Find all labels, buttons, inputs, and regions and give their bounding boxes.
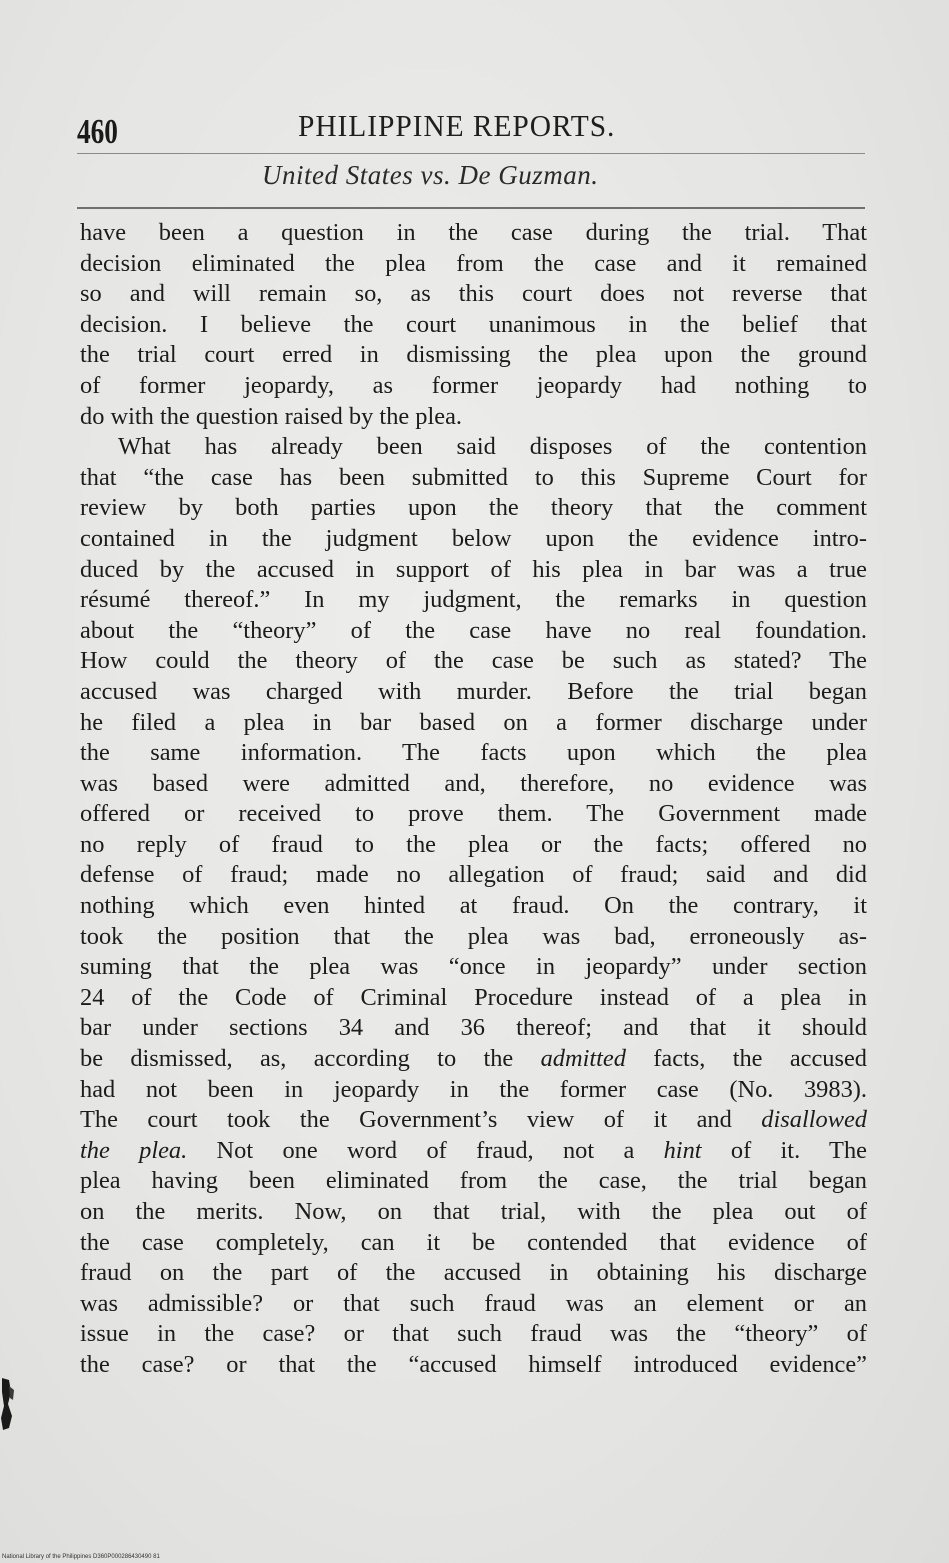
text-line: took the position that the plea was bad, erroneously as- (80, 922, 867, 950)
paragraph-start-line: What has already been said disposes of the contention (118, 433, 867, 461)
text-line: about the “theory” of the case have no real foundation. (80, 616, 867, 644)
text-line: so and will remain so, as this court does not reverse that (80, 280, 867, 308)
text-line: on the merits. Now, on that trial, with the plea out of (80, 1198, 867, 1225)
text-line: accused was charged with murder. Before the trial began (80, 677, 867, 705)
text-run: Not one word of fraud, not a (187, 1136, 664, 1164)
scan-footer-note: National Library of the Philippines D360P000286430490 81 (2, 1554, 160, 1560)
text-line: no reply of fraud to the plea or the facts; offered no (80, 830, 867, 858)
text-line: that “the case has been submitted to this Supreme Court for (80, 463, 867, 491)
page-number: 460 (77, 112, 118, 151)
text-run: of it. The (701, 1136, 867, 1164)
italic-emphasis: hint (663, 1136, 702, 1164)
header-rule (77, 153, 865, 154)
case-title: United States vs. De Guzman. (262, 160, 599, 190)
text-line: review by both parties upon the theory that the comment (80, 494, 867, 522)
text-line: of former jeopardy, as former jeopardy had nothing to (80, 371, 867, 399)
text-line: the case completely, can it be contended that evidence of (80, 1228, 867, 1256)
text-line (80, 1105, 867, 1136)
text-line: the trial court erred in dismissing the plea upon the ground (80, 341, 867, 369)
text-line: the case? or that the “accused himself introduced evidence” (80, 1350, 867, 1378)
text-line: plea having been eliminated from the case, the trial began (80, 1167, 867, 1195)
italic-emphasis: disallowed (761, 1106, 867, 1134)
text-line: have been a question in the case during the trial. That (80, 219, 867, 246)
text-line: bar under sections 34 and 36 thereof; and that it should (80, 1014, 867, 1042)
text-run: The court took the Government’s view of it and (80, 1106, 762, 1134)
text-line: was based were admitted and, therefore, no evidence was (80, 769, 867, 797)
text-line: the same information. The facts upon which the plea (80, 739, 867, 767)
text-line: résumé thereof.” In my judgment, the remarks in question (80, 586, 867, 614)
text-line (80, 1044, 867, 1075)
text-line (80, 1136, 867, 1167)
body-text (80, 218, 867, 1381)
text-line: had not been in jeopardy in the former case (No. 3983). (80, 1075, 867, 1103)
text-line: do with the question raised by the plea. (80, 402, 463, 430)
text-line: decision eliminated the plea from the case and it remained (80, 249, 867, 277)
text-line: decision. I believe the court unanimous in the belief that (80, 310, 867, 338)
italic-emphasis: admitted (540, 1045, 626, 1073)
text-line: was admissible? or that such fraud was an element or an (80, 1289, 867, 1317)
text-line: defense of fraud; made no allegation of fraud; said and did (80, 861, 867, 889)
running-title: PHILIPPINE REPORTS. (298, 108, 616, 143)
text-line: contained in the judgment below upon the evidence intro- (80, 524, 867, 552)
text-line: suming that the plea was “once in jeopardy” under section (80, 953, 867, 981)
text-run: facts, the accused (625, 1045, 868, 1073)
binding-clip-mark (0, 1378, 16, 1430)
text-line: fraud on the part of the accused in obtaining his discharge (80, 1259, 867, 1287)
text-line: 24 of the Code of Criminal Procedure instead of a plea in (80, 983, 867, 1011)
text-line: issue in the case? or that such fraud was the “theory” of (80, 1320, 867, 1348)
text-line: How could the theory of the case be such as stated? The (80, 647, 867, 675)
text-line: nothing which even hinted at fraud. On the contrary, it (80, 892, 867, 920)
text-line: offered or received to prove them. The Government made (80, 800, 867, 828)
header-rule-bottom (77, 207, 865, 209)
italic-emphasis: the plea. (80, 1136, 188, 1164)
text-run: be dismissed, as, according to the (80, 1045, 541, 1073)
text-line: duced by the accused in support of his plea in bar was a true (80, 555, 867, 583)
text-line: he filed a plea in bar based on a former discharge under (80, 708, 867, 736)
